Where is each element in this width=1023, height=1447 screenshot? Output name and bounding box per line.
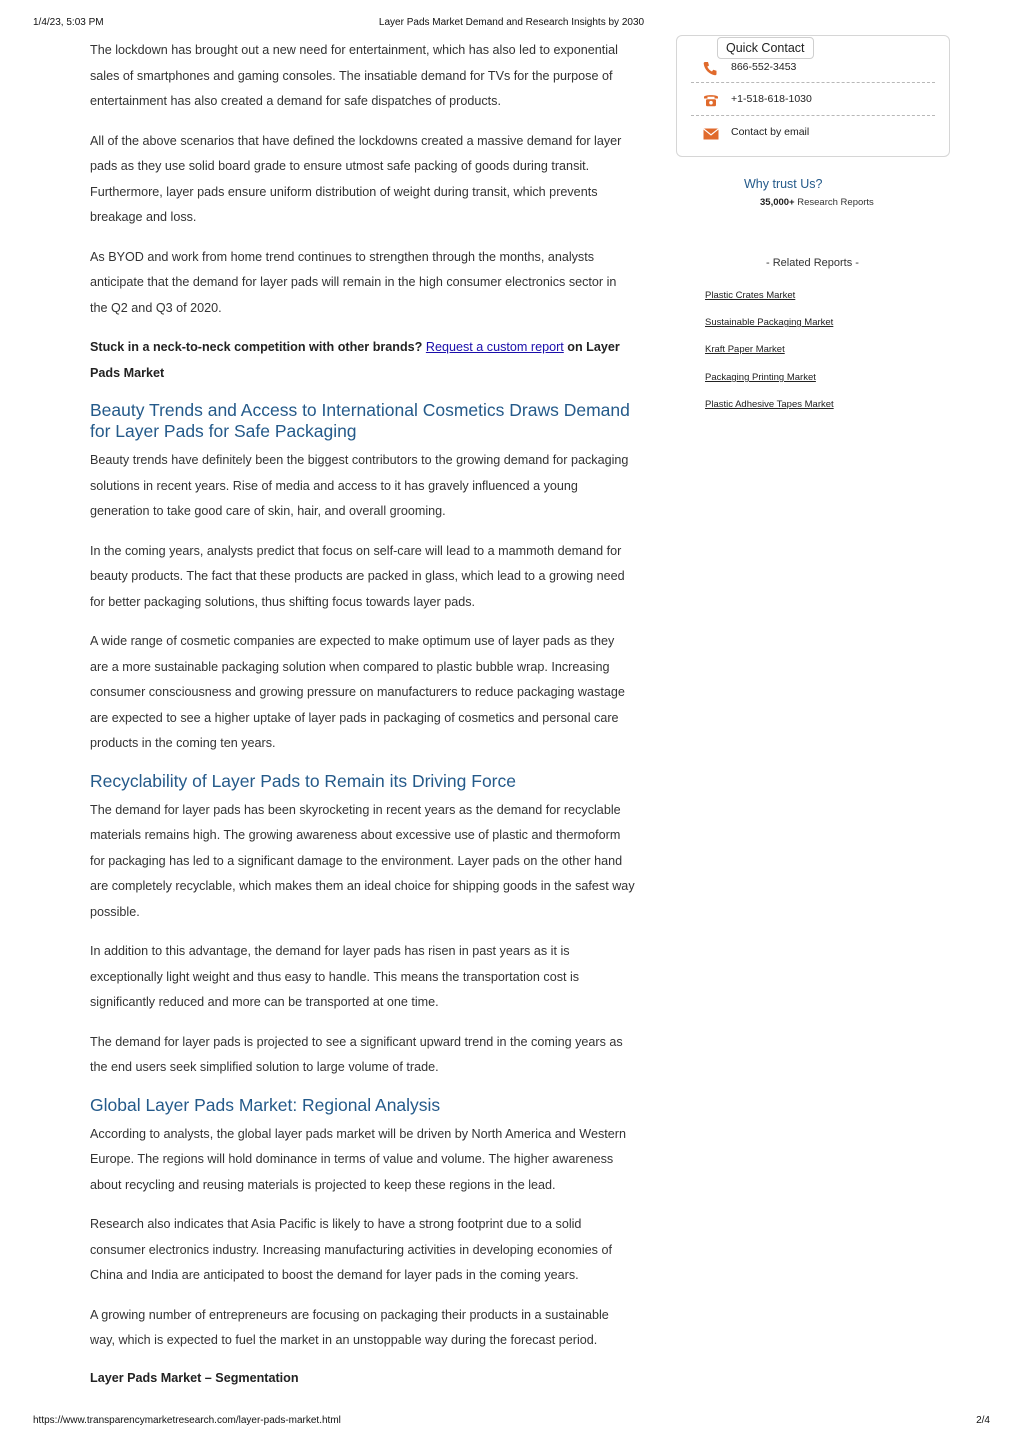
- print-url: https://www.transparencymarketresearch.com/layer-pads-market.html: [33, 1415, 341, 1426]
- contact-divider: [691, 82, 935, 83]
- why-trust-us-heading: Why trust Us?: [744, 177, 823, 191]
- paragraph-regional-2: Research also indicates that Asia Pacific is likely to have a strong footprint due to a solid consumer electronics industry. Increasing manufacturing activities in developing economies of China and India are anticipated to boost the demand for layer pads in the coming years.: [90, 1217, 612, 1282]
- request-custom-report-link[interactable]: Request a custom report: [425, 340, 564, 354]
- reports-count-label: Research Reports: [794, 197, 874, 208]
- article-body: [90, 38, 635, 1405]
- paragraph-scenarios: All of the above scenarios that have defined the lockdowns created a massive demand for layer pads as they use solid board grade to ensure utmost safe packing of goods during transit. Furthermore, layer pads ensure uniform distribution of weight during transit, which prevents breakage and loss.: [90, 133, 622, 224]
- research-reports-count: [760, 197, 874, 208]
- heading-recyclability: Recyclability of Layer Pads to Remain its Driving Force: [90, 770, 516, 791]
- contact-phone-2: +1-518-618-1030: [731, 93, 812, 105]
- contact-divider: [691, 115, 935, 116]
- related-report-link[interactable]: Packaging Printing Market: [705, 372, 816, 383]
- related-report-link[interactable]: Kraft Paper Market: [705, 344, 785, 355]
- paragraph-beauty-1: Beauty trends have definitely been the biggest contributors to the growing demand for packaging solutions in recent years. Rise of media and access to it has gravely influenced a young generation to take good care of skin, hair, and overall grooming.: [90, 453, 629, 518]
- cta-text-before: Stuck in a neck-to-neck competition with other brands?: [90, 340, 426, 354]
- paragraph-lockdown: The lockdown has brought out a new need for entertainment, which has also led to exponential sales of smartphones and gaming consoles. The insatiable demand for TVs for the purpose of entertainment has also created a demand for safe dispatches of products.: [90, 43, 618, 108]
- contact-phone-1: 866-552-3453: [731, 61, 797, 73]
- related-reports-title: - Related Reports -: [766, 257, 859, 269]
- print-header: [33, 17, 990, 31]
- contact-email-link: Contact by email: [731, 126, 810, 138]
- related-report-link[interactable]: Plastic Crates Market: [705, 290, 796, 301]
- custom-report-cta: [90, 335, 635, 386]
- paragraph-recycle-1: The demand for layer pads has been skyrocketing in recent years as the demand for recyclable materials remains high. The growing awareness about excessive use of plastic and thermoform for packaging has led to a significant damage to the environment. Layer pads on the other hand are completely recyclable, which makes them an ideal choice for shipping goods in the safest way possible.: [90, 802, 635, 919]
- telephone-icon: [703, 93, 721, 109]
- heading-beauty-trends: Beauty Trends and Access to International Cosmetics Draws Demand for Layer Pads for Safe Packaging: [90, 400, 630, 441]
- segmentation-heading: Layer Pads Market – Segmentation: [90, 1370, 299, 1385]
- phone-icon: [703, 61, 721, 77]
- paragraph-regional-3: A growing number of entrepreneurs are focusing on packaging their products in a sustainable way, which is expected to fuel the market in an unstoppable way during the forecast period.: [90, 1307, 609, 1347]
- print-page-title: Layer Pads Market Demand and Research Insights by 2030: [378, 17, 645, 28]
- print-footer: [33, 1415, 990, 1429]
- paragraph-beauty-2: In the coming years, analysts predict that focus on self-care will lead to a mammoth demand for beauty products. The fact that these products are packed in glass, which lead to a growing need for better packaging solutions, thus shifting focus towards layer pads.: [90, 543, 625, 609]
- email-icon: [703, 126, 721, 142]
- paragraph-regional-1: According to analysts, the global layer pads market will be driven by North America and Western Europe. The regions will hold dominance in terms of value and volume. The higher awareness about recycling and reusing materials is projected to keep these regions in the lead.: [90, 1126, 626, 1192]
- related-report-link[interactable]: Plastic Adhesive Tapes Market: [705, 399, 834, 410]
- print-datetime: 1/4/23, 5:03 PM: [33, 17, 104, 28]
- reports-count-value: 35,000+: [760, 197, 795, 208]
- paragraph-byod: As BYOD and work from home trend continues to strengthen through the months, analysts anticipate that the demand for layer pads will remain in the high consumer electronics sector in the Q2 and Q3 of 2020.: [90, 249, 617, 315]
- cta-text-after: on Layer Pads Market: [90, 340, 620, 380]
- paragraph-recycle-3: The demand for layer pads is projected to see a significant upward trend in the coming years as the end users seek simplified solution to large volume of trade.: [90, 1034, 623, 1074]
- print-page-number: 2/4: [976, 1415, 990, 1426]
- paragraph-beauty-3: A wide range of cosmetic companies are expected to make optimum use of layer pads as they are a more sustainable packaging solution when compared to plastic bubble wrap. Increasing consumer consciousness and growing pressure on manufacturers to reduce packaging wastage are expected to see a higher uptake of layer pads in packaging of cosmetics and personal care products in the coming ten years.: [90, 634, 625, 750]
- paragraph-recycle-2: In addition to this advantage, the demand for layer pads has risen in past years as it is exceptionally light weight and thus easy to handle. This means the transportation cost is significantly reduced and more can be transported at one time.: [90, 944, 580, 1009]
- heading-regional-analysis: Global Layer Pads Market: Regional Analysis: [90, 1094, 441, 1115]
- quick-contact-title: Quick Contact: [717, 37, 814, 59]
- related-report-link[interactable]: Sustainable Packaging Market: [705, 317, 834, 328]
